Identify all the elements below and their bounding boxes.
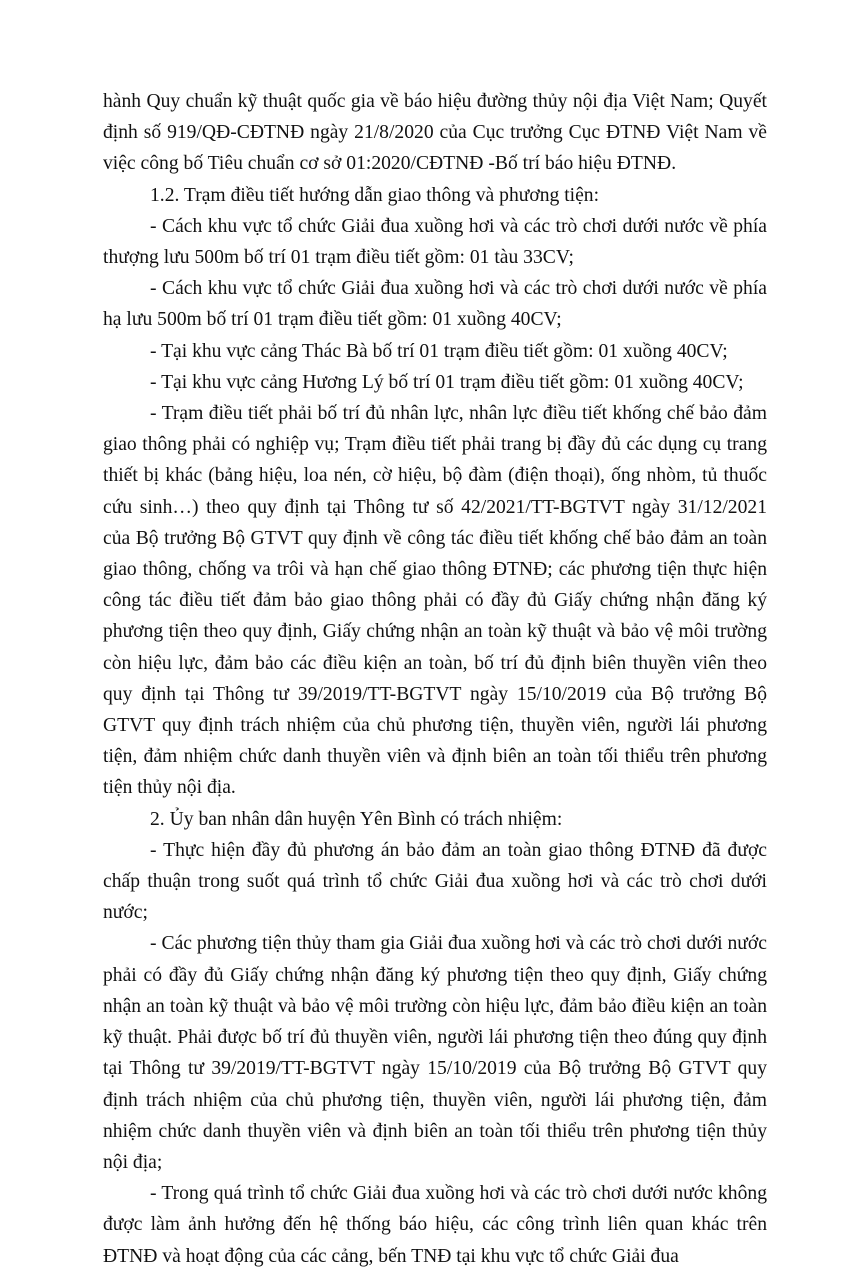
list-item-implement-plan: - Thực hiện đầy đủ phương án bảo đảm an toàn giao thông ĐTNĐ đã được chấp thuận trong suốt quá trình tổ chức Giải đua xuồng hơi và các trò chơi dưới nước; (103, 839, 767, 924)
list-item-thac-ba-port: - Tại khu vực cảng Thác Bà bố trí 01 trạm điều tiết gồm: 01 xuồng 40CV; (150, 340, 728, 362)
list-item-upstream-station: - Cách khu vực tổ chức Giải đua xuồng hơi và các trò chơi dưới nước về phía thượng lưu 500m bố trí 01 trạm điều tiết gồm: 01 tàu 33CV; (103, 215, 767, 269)
list-item-huong-ly-port: - Tại khu vực cảng Hương Lý bố trí 01 trạm điều tiết gồm: 01 xuồng 40CV; (150, 371, 744, 393)
list-item-downstream-station: - Cách khu vực tổ chức Giải đua xuồng hơi và các trò chơi dưới nước về phía hạ lưu 500m bố trí 01 trạm điều tiết gồm: 01 xuồng 40CV; (103, 278, 767, 331)
document-body (103, 86, 767, 1272)
paragraph-continuation: hành Quy chuẩn kỹ thuật quốc gia về báo hiệu đường thủy nội địa Việt Nam; Quyết định số 919/QĐ-CĐTNĐ ngày 21/8/2020 của Cục trưởng Cục ĐTNĐ Việt Nam về việc công bố Tiêu chuẩn cơ sở 01:2020/CĐTNĐ -Bố trí báo hiệu ĐTNĐ. (103, 91, 767, 175)
list-item-station-requirements: - Trạm điều tiết phải bố trí đủ nhân lực, nhân lực điều tiết khống chế bảo đảm giao thông phải có nghiệp vụ; Trạm điều tiết phải trang bị đầy đủ các dụng cụ trang thiết bị khác (bảng hiệu, loa nén, cờ hiệu, bộ đàm (điện thoại), ống nhòm, tủ thuốc cứu sinh…) theo quy định tại Thông tư số 42/2021/TT-BGTVT ngày 31/12/2021 của Bộ trưởng Bộ GTVT quy định về công tác điều tiết khống chế bảo đảm an toàn giao thông, chống va trôi và hạn chế giao thông ĐTNĐ; các phương tiện thực hiện công tác điều tiết đảm bảo giao thông phải có đầy đủ Giấy chứng nhận đăng ký phương tiện theo quy định, Giấy chứng nhận an toàn kỹ thuật và bảo vệ môi trường còn hiệu lực, đảm bảo các điều kiện an toàn, bố trí đủ định biên thuyền viên theo quy định tại Thông tư 39/2019/TT-BGTVT ngày 15/10/2019 của Bộ trưởng Bộ GTVT quy định trách nhiệm của chủ phương tiện, thuyền viên, người lái phương tiện, đảm nhiệm chức danh thuyền viên và định biên an toàn tối thiểu trên phương tiện thủy nội địa. (103, 403, 767, 799)
list-item-vessel-requirements: - Các phương tiện thủy tham gia Giải đua xuồng hơi và các trò chơi dưới nước phải có đầy đủ Giấy chứng nhận đăng ký phương tiện theo quy định, Giấy chứng nhận an toàn kỹ thuật và bảo vệ môi trường còn hiệu lực, đảm bảo điều kiện an toàn kỹ thuật. Phải được bố trí đủ thuyền viên, người lái phương tiện theo đúng quy định tại Thông tư 39/2019/TT-BGTVT ngày 15/10/2019 của Bộ trưởng Bộ GTVT quy định trách nhiệm của chủ phương tiện, thuyền viên, người lái phương tiện, đảm nhiệm chức danh thuyền viên và định biên an toàn tối thiểu trên phương tiện thủy nội địa; (103, 933, 767, 1173)
section-heading-1-2: 1.2. Trạm điều tiết hướng dẫn giao thông và phương tiện: (150, 184, 600, 206)
section-heading-2: 2. Ủy ban nhân dân huyện Yên Bình có trách nhiệm: (150, 808, 563, 830)
list-item-no-impact: - Trong quá trình tổ chức Giải đua xuồng hơi và các trò chơi dưới nước không được làm ảnh hưởng đến hệ thống báo hiệu, các công trình liên quan khác trên ĐTNĐ và hoạt động của các cảng, bến TNĐ tại khu vực tổ chức Giải đua (103, 1183, 767, 1267)
